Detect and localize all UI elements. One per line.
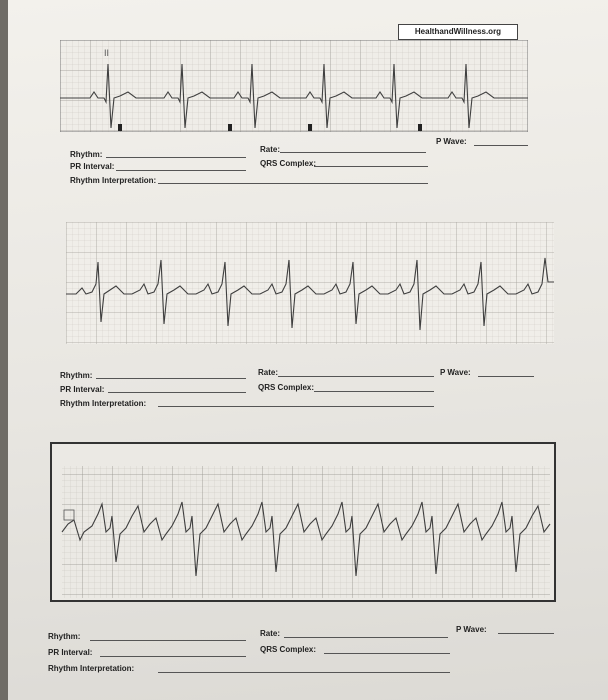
qrs-complex-label: QRS Complex:	[260, 645, 317, 654]
pr-interval-label: PR Interval:	[48, 648, 93, 657]
website-watermark: HealthandWillness.org	[398, 24, 518, 40]
pr-interval-line	[116, 170, 246, 171]
rate-label: Rate:	[260, 145, 281, 154]
ecg-strip-1-svg	[60, 40, 528, 132]
qrs-complex-label: QRS Complex:	[258, 383, 315, 392]
ecg-strip-2-svg	[66, 222, 554, 344]
pr-interval-line	[100, 656, 246, 657]
rate-line	[284, 637, 448, 638]
p-wave-line	[474, 145, 528, 146]
worksheet-page	[8, 0, 608, 700]
rhythm-label: Rhythm:	[60, 371, 93, 380]
p-wave-line	[498, 633, 554, 634]
qrs-complex-line	[324, 653, 450, 654]
p-wave-label: P Wave:	[456, 625, 487, 634]
rate-label: Rate:	[258, 368, 279, 377]
rhythm-interpretation-label: Rhythm Interpretation:	[70, 176, 157, 185]
p-wave-line	[478, 376, 534, 377]
rhythm-line	[96, 378, 246, 379]
rate-label: Rate:	[260, 629, 281, 638]
rhythm-interpretation-line	[158, 672, 450, 673]
qrs-complex-line	[314, 166, 428, 167]
pr-interval-line	[108, 392, 246, 393]
rhythm-interpretation-line	[158, 183, 428, 184]
ecg-strip-3	[50, 442, 556, 602]
pr-interval-label: PR Interval:	[60, 385, 105, 394]
rhythm-interpretation-line	[158, 406, 434, 407]
lead-label: II	[104, 48, 110, 58]
ecg-strip-2	[66, 222, 554, 344]
rhythm-interpretation-label: Rhythm Interpretation:	[60, 399, 147, 408]
rhythm-label: Rhythm:	[48, 632, 81, 641]
rate-line	[278, 376, 434, 377]
qrs-complex-label: QRS Complex:	[260, 159, 317, 168]
p-wave-label: P Wave:	[436, 137, 467, 146]
rhythm-label: Rhythm:	[70, 150, 103, 159]
ecg-strip-3-svg	[52, 444, 554, 600]
rhythm-interpretation-label: Rhythm Interpretation:	[48, 664, 135, 673]
rhythm-line	[90, 640, 246, 641]
ecg-strip-1	[60, 40, 528, 132]
qrs-complex-line	[314, 391, 434, 392]
pr-interval-label: PR Interval:	[70, 162, 115, 171]
p-wave-label: P Wave:	[440, 368, 471, 377]
rate-line	[280, 152, 426, 153]
rhythm-line	[106, 157, 246, 158]
